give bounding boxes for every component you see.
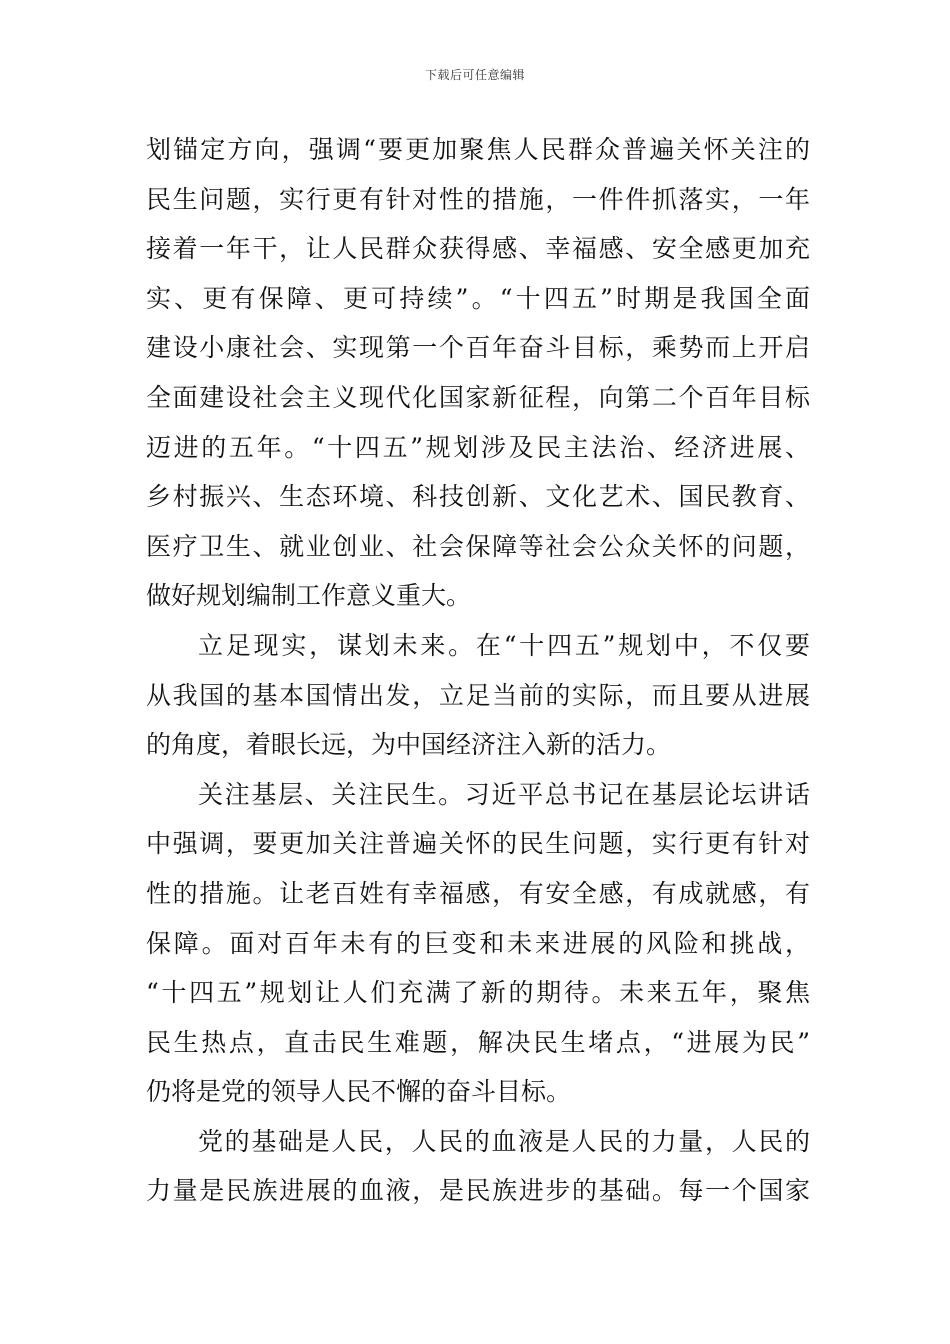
text-line: 中强调，要更加关注普遍关怀的民生问题，实行更有针对 xyxy=(146,829,810,859)
text-line: 建设小康社会、实现第一个百年奋斗目标，乘势而上开启 xyxy=(146,333,810,363)
text-line: 乡村振兴、生态环境、科技创新、文化艺术、国民教育、 xyxy=(146,482,810,512)
text-line: 立足现实，谋划未来。在“十四五”规划中，不仅要 xyxy=(198,630,810,660)
text-line: 民生热点，直击民生难题，解决民生堵点，“进展为民” xyxy=(146,1027,810,1057)
text-line: “十四五”规划让人们充满了新的期待。未来五年，聚焦 xyxy=(146,978,810,1008)
text-line: 迈进的五年。“十四五”规划涉及民主法治、经济进展、 xyxy=(146,432,810,462)
body-text xyxy=(146,125,810,1216)
text-line: 的角度，着眼长远，为中国经济注入新的活力。 xyxy=(146,730,672,760)
header-note: 下载后可任意编辑 xyxy=(424,68,525,82)
text-line: 接着一年干，让人民群众获得感、幸福感、安全感更加充 xyxy=(146,234,810,264)
text-line: 仍将是党的领导人民不懈的奋斗目标。 xyxy=(146,1077,572,1107)
text-line: 从我国的基本国情出发，立足当前的实际，而且要从进展 xyxy=(146,680,810,710)
text-line: 医疗卫生、就业创业、社会保障等社会公众关怀的问题， xyxy=(146,531,810,561)
text-line: 性的措施。让老百姓有幸福感，有安全感，有成就感，有 xyxy=(146,878,810,908)
text-line: 力量是民族进展的血液，是民族进步的基础。每一个国家 xyxy=(146,1176,810,1206)
text-line: 全面建设社会主义现代化国家新征程，向第二个百年目标 xyxy=(146,382,810,412)
text-line: 划锚定方向，强调“要更加聚焦人民群众普遍关怀关注的 xyxy=(146,135,810,164)
text-line: 关注基层、关注民生。习近平总书记在基层论坛讲话 xyxy=(198,779,810,809)
text-line: 民生问题，实行更有针对性的措施，一件件抓落实，一年 xyxy=(146,184,810,214)
text-line: 党的基础是人民，人民的血液是人民的力量，人民的 xyxy=(198,1126,810,1156)
text-line: 做好规划编制工作意义重大。 xyxy=(146,581,472,611)
text-line: 保障。面对百年未有的巨变和未来进展的风险和挑战， xyxy=(146,928,810,958)
text-line: 实、更有保障、更可持续”。“十四五”时期是我国全面 xyxy=(146,283,810,313)
